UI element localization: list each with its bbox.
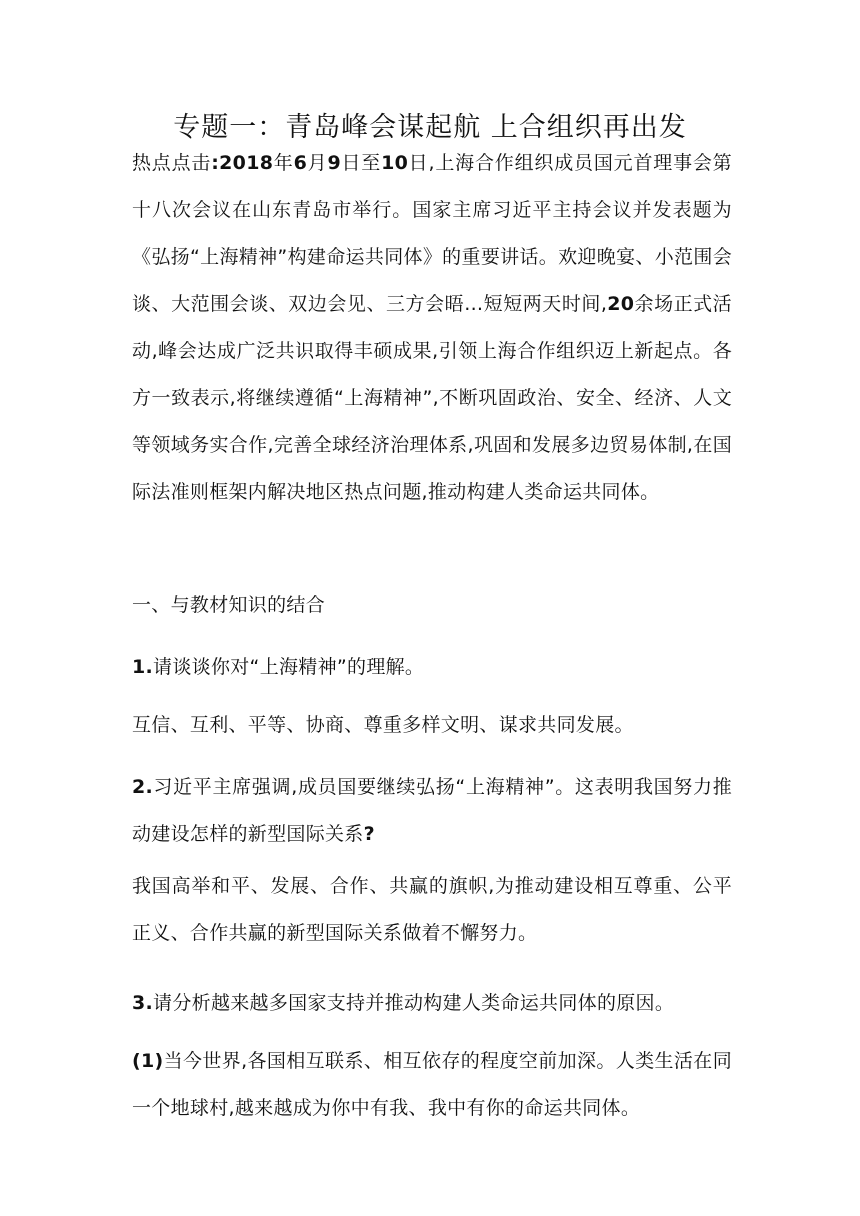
question-text: 请分析越来越多国家支持并推动构建人类命运共同体的原因。	[153, 992, 675, 1014]
question-1	[132, 644, 732, 691]
question-text: 习近平主席强调,成员国要继续弘扬“上海精神”。这表明我国努力推动建设怎样的新型国际关系	[132, 776, 732, 845]
date-day-end: 10	[381, 152, 409, 174]
hotspot-paragraph	[132, 140, 732, 516]
paragraph-text: 余场正式活动,峰会达成广泛共识取得丰硕成果,引领上海合作组织迈上新起点。各方一致表示,将继续遵循“上海精神”,不断巩固政治、安全、经济、人文等领域务实合作,完善全球经济治理体系,巩固和发展多边贸易体制,在国际法准则框架内解决地区热点问题,推动构建人类命运共同体。	[132, 293, 732, 503]
question-number: 2.	[132, 776, 154, 798]
paragraph-text: 日,上海合作组织成员国元首理事会第十八次会议在山东青岛市举行。国家主席习近平主持会议并发表题为《弘扬“上海精神”构建命运共同体》的重要讲话。欢迎晚宴、小范围会谈、大范围会谈、双边会见、三方会晤…短短两天时间,	[132, 152, 732, 315]
question-2	[132, 764, 732, 858]
question-text: 请谈谈你对“上海精神”的理解。	[153, 656, 425, 678]
date-month: 6	[293, 152, 308, 174]
question-number: 1.	[132, 656, 154, 678]
question-mark: ?	[363, 823, 375, 845]
section-heading: 一、与教材知识的结合	[132, 594, 326, 616]
answer-2: 我国高举和平、发展、合作、共赢的旗帜,为推动建设相互尊重、公平正义、合作共赢的新型国际关系做着不懈努力。	[132, 875, 732, 944]
date-year: 2018	[219, 152, 274, 174]
answer-text: 当今世界,各国相互联系、相互依存的程度空前加深。人类生活在同一个地球村,越来越成为你中有我、我中有你的命运共同体。	[132, 1050, 732, 1119]
date-text: 月	[307, 152, 328, 174]
date-text: 日至	[340, 152, 382, 174]
hotspot-lead: 热点点击	[132, 152, 212, 174]
event-count: 20	[607, 293, 635, 315]
date-day-start: 9	[327, 152, 341, 174]
date-text: 年	[273, 152, 294, 174]
question-number: 3.	[132, 992, 154, 1014]
question-3	[132, 980, 732, 1027]
answer-item-number: (1)	[132, 1050, 164, 1072]
answer-1: 互信、互利、平等、协商、尊重多样文明、谋求共同发展。	[132, 714, 634, 736]
page-title: 专题一：青岛峰会谋起航 上合组织再出发	[173, 112, 687, 143]
hotspot-separator: :	[211, 152, 220, 174]
answer-3	[132, 1038, 732, 1132]
